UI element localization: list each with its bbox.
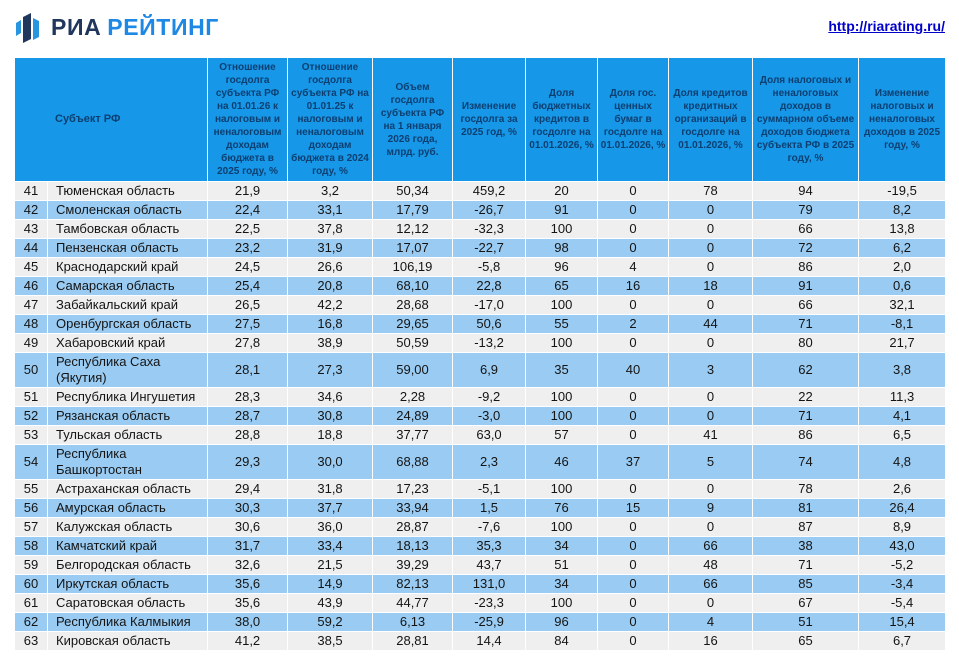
value-cell-metric-3: 17,23 (373, 480, 453, 499)
region-cell: Тюменская область (48, 182, 208, 201)
value-cell-metric-8: 86 (753, 258, 859, 277)
table-row (15, 537, 946, 556)
value-cell-metric-1: 26,5 (208, 296, 288, 315)
region-cell: Пензенская область (48, 239, 208, 258)
value-cell-metric-5: 100 (526, 220, 598, 239)
region-cell: Республика Саха (Якутия) (48, 353, 208, 388)
value-cell-metric-8: 51 (753, 613, 859, 632)
value-cell-metric-6: 0 (598, 296, 669, 315)
rank-cell: 47 (15, 296, 48, 315)
value-cell-metric-2: 37,7 (288, 499, 373, 518)
table-row (15, 258, 946, 277)
value-cell-metric-4: 43,7 (453, 556, 526, 575)
value-cell-metric-7: 0 (669, 388, 753, 407)
value-cell-metric-6: 15 (598, 499, 669, 518)
value-cell-metric-6: 2 (598, 315, 669, 334)
value-cell-metric-8: 65 (753, 632, 859, 651)
value-cell-metric-4: -23,3 (453, 594, 526, 613)
value-cell-metric-5: 65 (526, 277, 598, 296)
rank-cell: 50 (15, 353, 48, 388)
site-url-link[interactable]: http://riarating.ru/ (828, 18, 945, 34)
value-cell-metric-7: 5 (669, 445, 753, 480)
value-cell-metric-8: 22 (753, 388, 859, 407)
value-cell-metric-6: 0 (598, 407, 669, 426)
rank-cell: 41 (15, 182, 48, 201)
value-cell-metric-3: 24,89 (373, 407, 453, 426)
value-cell-metric-2: 27,3 (288, 353, 373, 388)
column-header-metric-1: Отношение госдолга субъекта РФ на 01.01.26 к налоговым и неналоговым доходам бюджета в 2025 году, % (208, 58, 288, 182)
value-cell-metric-4: -32,3 (453, 220, 526, 239)
table-row (15, 407, 946, 426)
value-cell-metric-1: 22,5 (208, 220, 288, 239)
value-cell-metric-1: 41,2 (208, 632, 288, 651)
value-cell-metric-3: 6,13 (373, 613, 453, 632)
value-cell-metric-9: 15,4 (859, 613, 946, 632)
value-cell-metric-2: 31,9 (288, 239, 373, 258)
value-cell-metric-5: 100 (526, 594, 598, 613)
value-cell-metric-5: 100 (526, 480, 598, 499)
value-cell-metric-1: 22,4 (208, 201, 288, 220)
value-cell-metric-9: 2,6 (859, 480, 946, 499)
value-cell-metric-4: 1,5 (453, 499, 526, 518)
value-cell-metric-6: 0 (598, 182, 669, 201)
value-cell-metric-8: 66 (753, 296, 859, 315)
value-cell-metric-2: 30,0 (288, 445, 373, 480)
value-cell-metric-4: -5,1 (453, 480, 526, 499)
value-cell-metric-7: 0 (669, 407, 753, 426)
rank-cell: 61 (15, 594, 48, 613)
value-cell-metric-3: 28,87 (373, 518, 453, 537)
value-cell-metric-9: 21,7 (859, 334, 946, 353)
value-cell-metric-9: 2,0 (859, 258, 946, 277)
value-cell-metric-7: 3 (669, 353, 753, 388)
value-cell-metric-8: 86 (753, 426, 859, 445)
table-row (15, 632, 946, 651)
value-cell-metric-2: 33,4 (288, 537, 373, 556)
region-cell: Забайкальский край (48, 296, 208, 315)
value-cell-metric-7: 48 (669, 556, 753, 575)
value-cell-metric-8: 78 (753, 480, 859, 499)
value-cell-metric-7: 0 (669, 334, 753, 353)
value-cell-metric-5: 20 (526, 182, 598, 201)
value-cell-metric-5: 100 (526, 334, 598, 353)
value-cell-metric-6: 0 (598, 220, 669, 239)
value-cell-metric-1: 29,3 (208, 445, 288, 480)
value-cell-metric-3: 2,28 (373, 388, 453, 407)
value-cell-metric-4: 6,9 (453, 353, 526, 388)
column-header-metric-8: Доля налоговых и неналоговых доходов в суммарном объеме доходов бюджета субъекта РФ в 2025 году, % (753, 58, 859, 182)
table-row (15, 220, 946, 239)
value-cell-metric-6: 4 (598, 258, 669, 277)
table-row (15, 426, 946, 445)
value-cell-metric-2: 42,2 (288, 296, 373, 315)
value-cell-metric-5: 35 (526, 353, 598, 388)
value-cell-metric-6: 0 (598, 537, 669, 556)
ria-rating-logo (16, 11, 219, 43)
value-cell-metric-3: 17,07 (373, 239, 453, 258)
value-cell-metric-5: 96 (526, 258, 598, 277)
value-cell-metric-6: 0 (598, 556, 669, 575)
value-cell-metric-7: 0 (669, 594, 753, 613)
value-cell-metric-6: 0 (598, 480, 669, 499)
rank-cell: 60 (15, 575, 48, 594)
table-row (15, 239, 946, 258)
table-row (15, 594, 946, 613)
rank-cell: 44 (15, 239, 48, 258)
value-cell-metric-7: 66 (669, 575, 753, 594)
column-header-metric-7: Доля кредитов кредитных организаций в госдолге на 01.01.2026, % (669, 58, 753, 182)
value-cell-metric-1: 28,8 (208, 426, 288, 445)
value-cell-metric-6: 0 (598, 426, 669, 445)
value-cell-metric-2: 38,5 (288, 632, 373, 651)
value-cell-metric-2: 33,1 (288, 201, 373, 220)
column-header-metric-6: Доля гос. ценных бумаг в госдолге на 01.01.2026, % (598, 58, 669, 182)
value-cell-metric-6: 16 (598, 277, 669, 296)
value-cell-metric-1: 29,4 (208, 480, 288, 499)
value-cell-metric-1: 27,5 (208, 315, 288, 334)
value-cell-metric-6: 0 (598, 518, 669, 537)
table-row (15, 182, 946, 201)
logo-text (51, 14, 219, 41)
value-cell-metric-9: 43,0 (859, 537, 946, 556)
value-cell-metric-9: -5,2 (859, 556, 946, 575)
value-cell-metric-2: 21,5 (288, 556, 373, 575)
value-cell-metric-8: 91 (753, 277, 859, 296)
value-cell-metric-1: 28,7 (208, 407, 288, 426)
value-cell-metric-4: 50,6 (453, 315, 526, 334)
value-cell-metric-2: 3,2 (288, 182, 373, 201)
value-cell-metric-4: -22,7 (453, 239, 526, 258)
value-cell-metric-1: 35,6 (208, 594, 288, 613)
value-cell-metric-7: 9 (669, 499, 753, 518)
value-cell-metric-5: 55 (526, 315, 598, 334)
column-header-subject: Субъект РФ (15, 58, 208, 182)
value-cell-metric-6: 0 (598, 239, 669, 258)
value-cell-metric-4: 131,0 (453, 575, 526, 594)
table-row (15, 334, 946, 353)
value-cell-metric-1: 21,9 (208, 182, 288, 201)
value-cell-metric-1: 28,1 (208, 353, 288, 388)
table-row (15, 388, 946, 407)
table-row (15, 556, 946, 575)
value-cell-metric-4: 14,4 (453, 632, 526, 651)
value-cell-metric-8: 71 (753, 407, 859, 426)
value-cell-metric-1: 30,6 (208, 518, 288, 537)
rank-cell: 57 (15, 518, 48, 537)
value-cell-metric-3: 12,12 (373, 220, 453, 239)
table-row (15, 480, 946, 499)
value-cell-metric-4: 63,0 (453, 426, 526, 445)
value-cell-metric-9: -8,1 (859, 315, 946, 334)
value-cell-metric-9: 4,8 (859, 445, 946, 480)
column-header-metric-2: Отношение госдолга субъекта РФ на 01.01.25 к налоговым и неналоговым доходам бюджета в 2024 году, % (288, 58, 373, 182)
table-header-row (15, 58, 946, 182)
rank-cell: 48 (15, 315, 48, 334)
region-cell: Саратовская область (48, 594, 208, 613)
table-row (15, 353, 946, 388)
column-header-metric-5: Доля бюджетных кредитов в госдолге на 01.01.2026, % (526, 58, 598, 182)
value-cell-metric-4: 2,3 (453, 445, 526, 480)
region-cell: Смоленская область (48, 201, 208, 220)
rank-cell: 55 (15, 480, 48, 499)
column-header-metric-9: Изменение налоговых и неналоговых доходов в 2025 году, % (859, 58, 946, 182)
value-cell-metric-7: 4 (669, 613, 753, 632)
region-cell: Рязанская область (48, 407, 208, 426)
value-cell-metric-2: 20,8 (288, 277, 373, 296)
value-cell-metric-1: 38,0 (208, 613, 288, 632)
logo-text-primary: РИА (51, 13, 102, 40)
value-cell-metric-7: 0 (669, 220, 753, 239)
value-cell-metric-3: 50,34 (373, 182, 453, 201)
value-cell-metric-8: 79 (753, 201, 859, 220)
value-cell-metric-6: 0 (598, 594, 669, 613)
value-cell-metric-1: 30,3 (208, 499, 288, 518)
value-cell-metric-5: 51 (526, 556, 598, 575)
region-cell: Иркутская область (48, 575, 208, 594)
value-cell-metric-8: 87 (753, 518, 859, 537)
value-cell-metric-5: 76 (526, 499, 598, 518)
value-cell-metric-9: 13,8 (859, 220, 946, 239)
value-cell-metric-7: 0 (669, 480, 753, 499)
rank-cell: 46 (15, 277, 48, 296)
value-cell-metric-2: 14,9 (288, 575, 373, 594)
value-cell-metric-3: 44,77 (373, 594, 453, 613)
value-cell-metric-8: 72 (753, 239, 859, 258)
table-header (15, 58, 946, 182)
value-cell-metric-4: -17,0 (453, 296, 526, 315)
value-cell-metric-6: 40 (598, 353, 669, 388)
rank-cell: 42 (15, 201, 48, 220)
value-cell-metric-3: 17,79 (373, 201, 453, 220)
value-cell-metric-1: 32,6 (208, 556, 288, 575)
table-row (15, 277, 946, 296)
value-cell-metric-9: 3,8 (859, 353, 946, 388)
rank-cell: 59 (15, 556, 48, 575)
rank-cell: 49 (15, 334, 48, 353)
value-cell-metric-9: -5,4 (859, 594, 946, 613)
value-cell-metric-2: 16,8 (288, 315, 373, 334)
value-cell-metric-2: 30,8 (288, 407, 373, 426)
value-cell-metric-9: 8,9 (859, 518, 946, 537)
value-cell-metric-9: 6,7 (859, 632, 946, 651)
value-cell-metric-9: 8,2 (859, 201, 946, 220)
value-cell-metric-2: 31,8 (288, 480, 373, 499)
value-cell-metric-3: 50,59 (373, 334, 453, 353)
rank-cell: 58 (15, 537, 48, 556)
value-cell-metric-7: 78 (669, 182, 753, 201)
value-cell-metric-3: 82,13 (373, 575, 453, 594)
value-cell-metric-9: -19,5 (859, 182, 946, 201)
value-cell-metric-4: -5,8 (453, 258, 526, 277)
regional-debt-table (14, 57, 946, 651)
table-row (15, 499, 946, 518)
value-cell-metric-5: 96 (526, 613, 598, 632)
column-header-metric-3: Объем госдолга субъекта РФ на 1 января 2026 года, млрд. руб. (373, 58, 453, 182)
region-cell: Самарская область (48, 277, 208, 296)
table-row (15, 575, 946, 594)
value-cell-metric-7: 41 (669, 426, 753, 445)
value-cell-metric-2: 34,6 (288, 388, 373, 407)
value-cell-metric-3: 29,65 (373, 315, 453, 334)
value-cell-metric-5: 84 (526, 632, 598, 651)
value-cell-metric-7: 0 (669, 296, 753, 315)
value-cell-metric-3: 68,88 (373, 445, 453, 480)
value-cell-metric-3: 106,19 (373, 258, 453, 277)
value-cell-metric-4: -7,6 (453, 518, 526, 537)
rank-cell: 45 (15, 258, 48, 277)
value-cell-metric-5: 34 (526, 537, 598, 556)
region-cell: Республика Ингушетия (48, 388, 208, 407)
value-cell-metric-9: -3,4 (859, 575, 946, 594)
value-cell-metric-7: 44 (669, 315, 753, 334)
value-cell-metric-9: 6,2 (859, 239, 946, 258)
value-cell-metric-8: 74 (753, 445, 859, 480)
value-cell-metric-1: 23,2 (208, 239, 288, 258)
value-cell-metric-8: 85 (753, 575, 859, 594)
value-cell-metric-4: -13,2 (453, 334, 526, 353)
value-cell-metric-8: 38 (753, 537, 859, 556)
value-cell-metric-8: 71 (753, 556, 859, 575)
column-header-metric-4: Изменение госдолга за 2025 год, % (453, 58, 526, 182)
table-row (15, 296, 946, 315)
region-cell: Кировская область (48, 632, 208, 651)
rank-cell: 62 (15, 613, 48, 632)
value-cell-metric-5: 34 (526, 575, 598, 594)
value-cell-metric-5: 100 (526, 388, 598, 407)
value-cell-metric-1: 25,4 (208, 277, 288, 296)
value-cell-metric-2: 18,8 (288, 426, 373, 445)
region-cell: Тульская область (48, 426, 208, 445)
value-cell-metric-9: 11,3 (859, 388, 946, 407)
value-cell-metric-2: 37,8 (288, 220, 373, 239)
value-cell-metric-1: 27,8 (208, 334, 288, 353)
value-cell-metric-3: 28,81 (373, 632, 453, 651)
value-cell-metric-2: 59,2 (288, 613, 373, 632)
value-cell-metric-8: 80 (753, 334, 859, 353)
value-cell-metric-5: 91 (526, 201, 598, 220)
region-cell: Калужская область (48, 518, 208, 537)
value-cell-metric-8: 67 (753, 594, 859, 613)
value-cell-metric-6: 0 (598, 388, 669, 407)
value-cell-metric-6: 0 (598, 334, 669, 353)
rank-cell: 54 (15, 445, 48, 480)
value-cell-metric-9: 6,5 (859, 426, 946, 445)
value-cell-metric-3: 37,77 (373, 426, 453, 445)
logo-text-secondary: РЕЙТИНГ (107, 13, 219, 40)
rank-cell: 51 (15, 388, 48, 407)
region-cell: Астраханская область (48, 480, 208, 499)
value-cell-metric-2: 26,6 (288, 258, 373, 277)
value-cell-metric-7: 0 (669, 201, 753, 220)
value-cell-metric-3: 68,10 (373, 277, 453, 296)
value-cell-metric-1: 28,3 (208, 388, 288, 407)
value-cell-metric-8: 94 (753, 182, 859, 201)
value-cell-metric-9: 26,4 (859, 499, 946, 518)
value-cell-metric-6: 0 (598, 575, 669, 594)
value-cell-metric-4: 459,2 (453, 182, 526, 201)
region-cell: Оренбургская область (48, 315, 208, 334)
value-cell-metric-7: 0 (669, 258, 753, 277)
value-cell-metric-3: 28,68 (373, 296, 453, 315)
region-cell: Тамбовская область (48, 220, 208, 239)
rank-cell: 52 (15, 407, 48, 426)
region-cell: Республика Калмыкия (48, 613, 208, 632)
value-cell-metric-7: 0 (669, 239, 753, 258)
value-cell-metric-3: 39,29 (373, 556, 453, 575)
value-cell-metric-5: 46 (526, 445, 598, 480)
value-cell-metric-3: 33,94 (373, 499, 453, 518)
table-row (15, 613, 946, 632)
value-cell-metric-4: -9,2 (453, 388, 526, 407)
region-cell: Краснодарский край (48, 258, 208, 277)
value-cell-metric-4: -26,7 (453, 201, 526, 220)
value-cell-metric-5: 57 (526, 426, 598, 445)
value-cell-metric-7: 16 (669, 632, 753, 651)
value-cell-metric-5: 100 (526, 407, 598, 426)
value-cell-metric-3: 18,13 (373, 537, 453, 556)
value-cell-metric-8: 71 (753, 315, 859, 334)
value-cell-metric-4: 35,3 (453, 537, 526, 556)
value-cell-metric-8: 62 (753, 353, 859, 388)
value-cell-metric-6: 0 (598, 632, 669, 651)
region-cell: Республика Башкортостан (48, 445, 208, 480)
value-cell-metric-1: 31,7 (208, 537, 288, 556)
ria-rating-bars-icon (16, 11, 42, 43)
value-cell-metric-6: 0 (598, 613, 669, 632)
table-row (15, 445, 946, 480)
region-cell: Амурская область (48, 499, 208, 518)
region-cell: Хабаровский край (48, 334, 208, 353)
value-cell-metric-5: 100 (526, 518, 598, 537)
value-cell-metric-9: 4,1 (859, 407, 946, 426)
value-cell-metric-8: 81 (753, 499, 859, 518)
rank-cell: 43 (15, 220, 48, 239)
value-cell-metric-2: 36,0 (288, 518, 373, 537)
value-cell-metric-9: 32,1 (859, 296, 946, 315)
value-cell-metric-1: 24,5 (208, 258, 288, 277)
rank-cell: 53 (15, 426, 48, 445)
table-row (15, 201, 946, 220)
value-cell-metric-7: 0 (669, 518, 753, 537)
table-body (15, 182, 946, 651)
value-cell-metric-8: 66 (753, 220, 859, 239)
value-cell-metric-4: -25,9 (453, 613, 526, 632)
value-cell-metric-3: 59,00 (373, 353, 453, 388)
value-cell-metric-6: 37 (598, 445, 669, 480)
value-cell-metric-7: 66 (669, 537, 753, 556)
value-cell-metric-5: 98 (526, 239, 598, 258)
value-cell-metric-9: 0,6 (859, 277, 946, 296)
value-cell-metric-1: 35,6 (208, 575, 288, 594)
value-cell-metric-5: 100 (526, 296, 598, 315)
table-row (15, 315, 946, 334)
rank-cell: 63 (15, 632, 48, 651)
table-row (15, 518, 946, 537)
value-cell-metric-2: 43,9 (288, 594, 373, 613)
value-cell-metric-7: 18 (669, 277, 753, 296)
value-cell-metric-4: -3,0 (453, 407, 526, 426)
value-cell-metric-2: 38,9 (288, 334, 373, 353)
region-cell: Белгородская область (48, 556, 208, 575)
value-cell-metric-4: 22,8 (453, 277, 526, 296)
rank-cell: 56 (15, 499, 48, 518)
value-cell-metric-6: 0 (598, 201, 669, 220)
region-cell: Камчатский край (48, 537, 208, 556)
